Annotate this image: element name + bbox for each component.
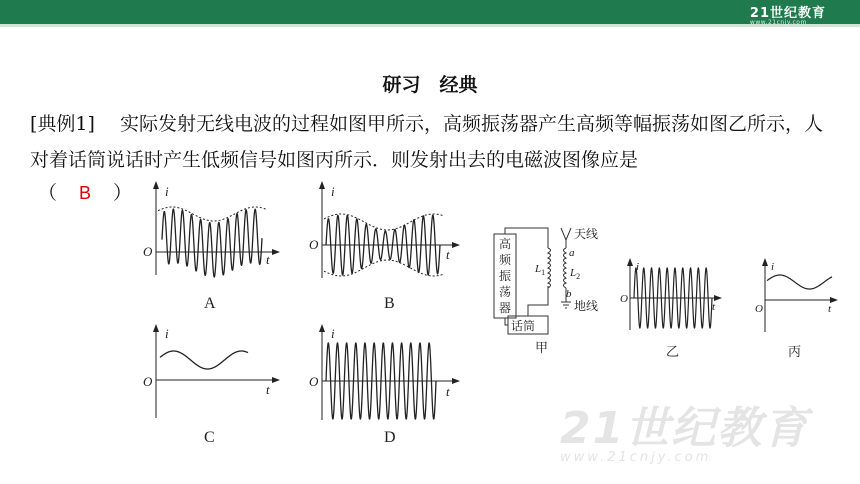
osc-char-5: 器 <box>499 301 512 315</box>
circuit-l2-label: $L_2$ <box>570 267 581 281</box>
question-tag: [典例1] <box>30 113 95 135</box>
option-a-label: A <box>204 295 216 312</box>
option-d-label: D <box>384 429 396 446</box>
figure-yi-label: 乙 <box>666 344 680 359</box>
option-b-axis-i: i <box>331 184 335 199</box>
osc-char-2: 频 <box>499 253 512 267</box>
option-d-origin: O <box>309 374 319 389</box>
option-c-axis-t: t <box>266 382 270 397</box>
option-a-origin: O <box>143 244 153 259</box>
watermark-url: www.21cnjy.com <box>560 450 712 465</box>
figure-bing-axis-i: i <box>771 261 775 273</box>
figure-yi-axis-t: t <box>712 301 716 313</box>
coil-l1 <box>548 248 551 288</box>
circuit-fig-label: 甲 <box>535 340 549 355</box>
option-c-axis-i: i <box>165 326 169 341</box>
option-a-graph <box>143 181 280 312</box>
coil-l2 <box>564 248 567 288</box>
circuit-ground-label: 地线 <box>574 299 599 313</box>
logo-text: 21世纪教育 <box>749 6 826 21</box>
figure-bing-origin: O <box>755 303 763 315</box>
question-body: 实际发射无线电波的过程如图甲所示，高频振荡器产生高频等幅振荡如图乙所示，人对着话筒说话时产生低频信号如图丙所示．则发射出去的电磁波图像应是 <box>30 113 823 171</box>
option-d-axis-t: t <box>446 384 450 399</box>
option-d-graph <box>309 324 460 446</box>
circuit-antenna-label: 天线 <box>574 227 599 241</box>
osc-char-3: 振 <box>499 269 512 283</box>
circuit-point-a: a <box>569 247 575 259</box>
circuit-point-b: b <box>566 288 572 300</box>
figure-yi-graph <box>620 258 722 359</box>
section-title: 研习 经典 <box>382 74 478 96</box>
figure-bing-axis-t: t <box>828 303 832 315</box>
figure-yi-origin: O <box>620 293 628 305</box>
option-c-label: C <box>204 429 215 446</box>
logo-url: www.21cnjy.com <box>749 19 807 26</box>
option-d-axis-i: i <box>331 326 335 341</box>
option-b-axis-t: t <box>446 247 450 262</box>
figure-bing-label: 丙 <box>788 344 802 359</box>
option-b-label: B <box>384 295 395 312</box>
paren-open: （ <box>38 182 58 204</box>
watermark <box>560 392 809 465</box>
figure-yi-axis-i: i <box>636 261 640 273</box>
option-c-graph <box>143 324 280 446</box>
circuit-l1-label: $L_1$ <box>535 263 546 277</box>
watermark-text: 21世纪教育 <box>560 403 810 454</box>
paren-close: ） <box>113 182 133 204</box>
option-a-axis-t: t <box>266 252 270 267</box>
circuit-mic-label: 话筒 <box>511 319 536 333</box>
osc-char-4: 荡 <box>499 285 512 299</box>
option-c-origin: O <box>143 374 153 389</box>
figure-bing-graph <box>755 258 838 359</box>
option-b-graph <box>309 181 460 312</box>
option-a-axis-i: i <box>165 184 169 199</box>
option-b-origin: O <box>309 237 319 252</box>
osc-char-1: 高 <box>499 237 512 251</box>
answer-value: B <box>79 183 92 203</box>
